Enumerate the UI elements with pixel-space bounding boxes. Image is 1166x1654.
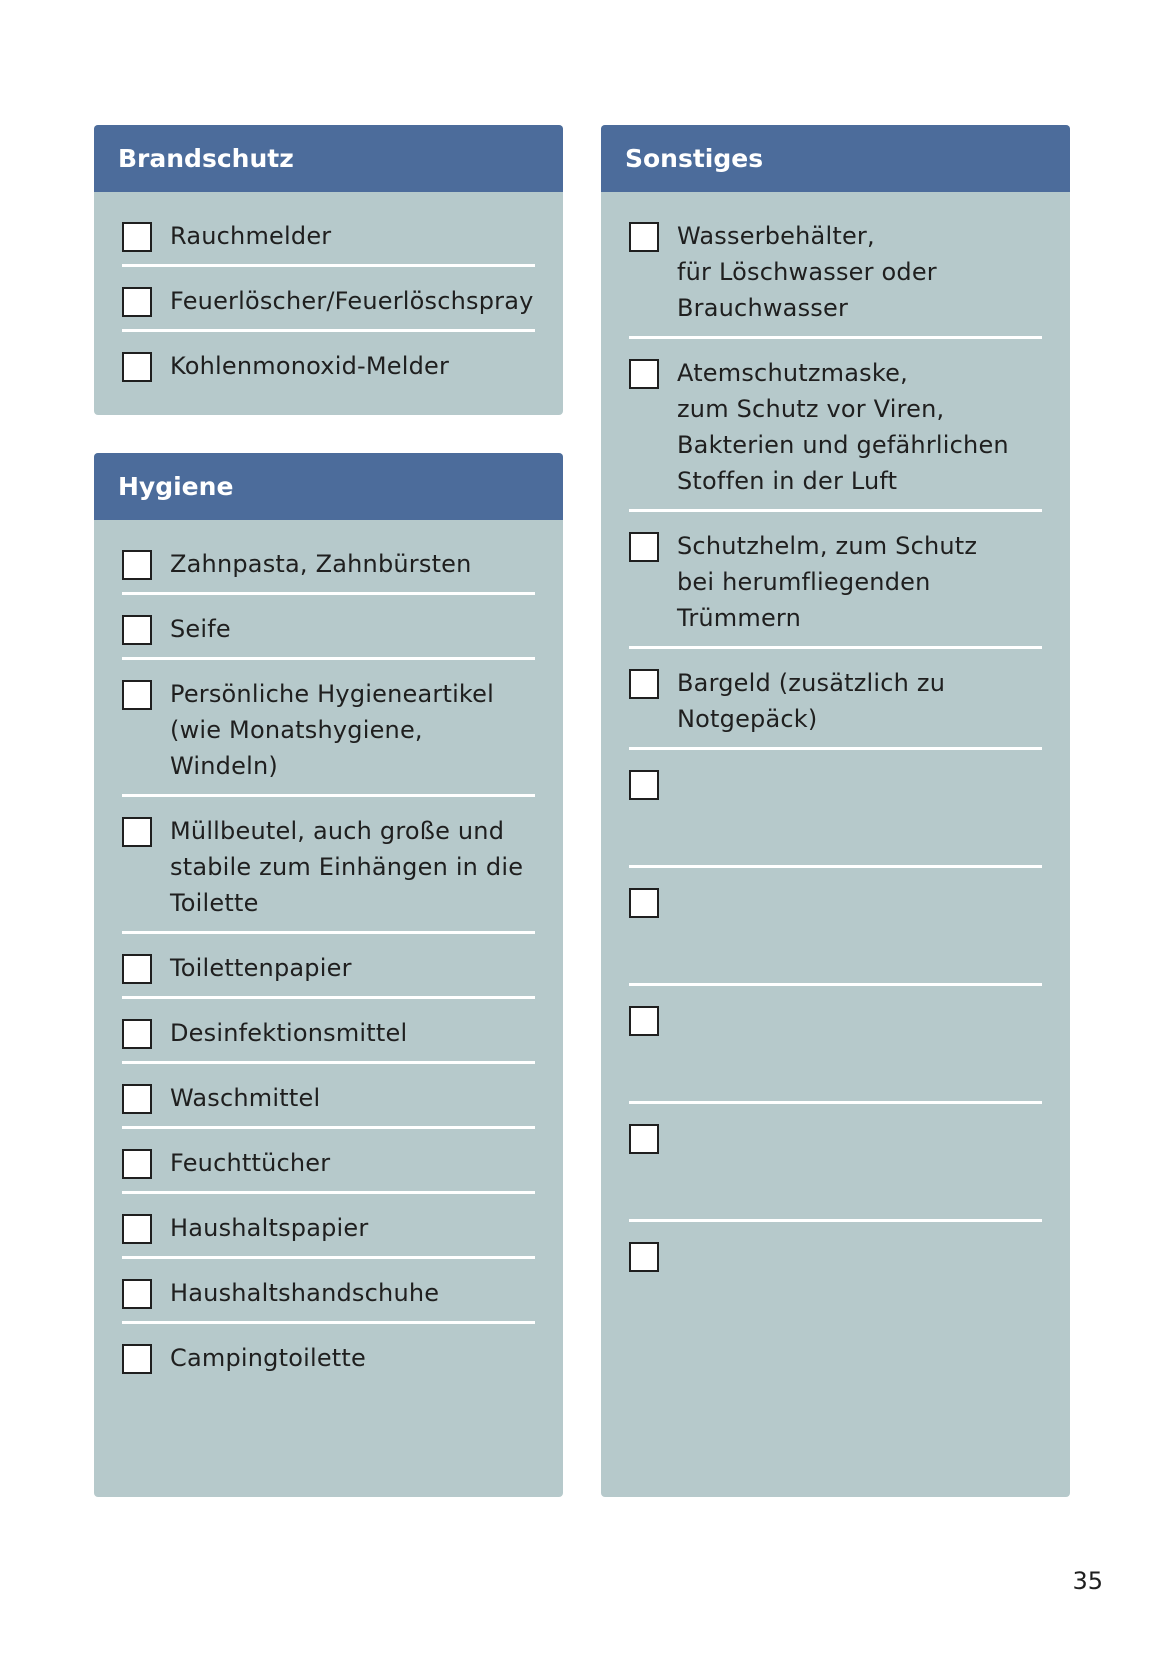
list-item[interactable] (629, 216, 1042, 339)
list-item[interactable] (122, 674, 535, 797)
checkbox[interactable] (122, 1279, 152, 1309)
checklist (94, 192, 563, 394)
list-item[interactable] (122, 1208, 535, 1259)
list-item[interactable] (122, 609, 535, 660)
checkbox[interactable] (122, 352, 152, 382)
item-label: Schutzhelm, zum Schutz bei herumfliegenden Trümmern (677, 532, 978, 632)
item-label: Haushaltspapier (170, 1214, 369, 1242)
list-item[interactable] (122, 1013, 535, 1064)
checkbox[interactable] (122, 680, 152, 710)
list-item[interactable] (122, 1143, 535, 1194)
panel-title: Sonstiges (601, 125, 1070, 192)
item-label: Bargeld (zusätzlich zu Notgepäck) (677, 669, 946, 733)
item-label: Kohlenmonoxid-Melder (170, 352, 450, 380)
item-label: Rauchmelder (170, 222, 332, 250)
item-label: Toilettenpapier (170, 954, 352, 982)
checkbox[interactable] (122, 1214, 152, 1244)
page-number: 35 (1072, 1567, 1103, 1595)
checkbox[interactable] (629, 222, 659, 252)
checklist (94, 520, 563, 1386)
item-label: Feuchttücher (170, 1149, 331, 1177)
checkbox[interactable] (629, 669, 659, 699)
item-label: Feuerlöscher/Feuerlöschspray (170, 287, 534, 315)
checkbox[interactable] (122, 222, 152, 252)
checkbox[interactable] (122, 615, 152, 645)
list-item[interactable] (629, 663, 1042, 750)
item-label: Wasserbehälter, für Löschwasser oder Brauchwasser (677, 222, 937, 322)
list-item[interactable] (122, 1338, 535, 1386)
list-item-blank[interactable] (629, 1000, 1042, 1104)
checkbox[interactable] (122, 954, 152, 984)
item-label: Persönliche Hygieneartikel (wie Monatshygiene, Windeln) (170, 680, 495, 780)
list-item[interactable] (122, 544, 535, 595)
item-label: Haushaltshandschuhe (170, 1279, 440, 1307)
checkbox[interactable] (629, 1124, 659, 1154)
list-item[interactable] (122, 811, 535, 934)
panel-brandschutz (94, 125, 563, 415)
checkbox[interactable] (629, 1006, 659, 1036)
list-item[interactable] (629, 526, 1042, 649)
checkbox[interactable] (122, 550, 152, 580)
checkbox[interactable] (122, 1149, 152, 1179)
list-item-blank[interactable] (629, 1118, 1042, 1222)
list-item-blank[interactable] (629, 1236, 1042, 1340)
checkbox[interactable] (122, 1344, 152, 1374)
list-item[interactable] (629, 353, 1042, 512)
panel-hygiene (94, 453, 563, 1497)
item-label: Waschmittel (170, 1084, 321, 1112)
checkbox[interactable] (629, 359, 659, 389)
panel-sonstiges (601, 125, 1070, 1497)
checkbox[interactable] (629, 770, 659, 800)
checkbox[interactable] (122, 817, 152, 847)
item-label: Desinfektionsmittel (170, 1019, 408, 1047)
checkbox[interactable] (629, 532, 659, 562)
checkbox[interactable] (122, 287, 152, 317)
list-item[interactable] (122, 281, 535, 332)
checklist (601, 192, 1070, 1340)
panel-title: Brandschutz (94, 125, 563, 192)
list-item-blank[interactable] (629, 764, 1042, 868)
item-label: Zahnpasta, Zahnbürsten (170, 550, 472, 578)
checkbox[interactable] (122, 1084, 152, 1114)
item-label: Campingtoilette (170, 1344, 366, 1372)
checkbox[interactable] (629, 888, 659, 918)
checkbox[interactable] (122, 1019, 152, 1049)
panel-title: Hygiene (94, 453, 563, 520)
item-label: Seife (170, 615, 231, 643)
list-item[interactable] (122, 346, 535, 394)
list-item[interactable] (122, 1273, 535, 1324)
list-item-blank[interactable] (629, 882, 1042, 986)
checkbox[interactable] (629, 1242, 659, 1272)
item-label: Atemschutzmaske, zum Schutz vor Viren, Bakterien und gefährlichen Stoffen in der Luft (677, 359, 1009, 495)
list-item[interactable] (122, 216, 535, 267)
item-label: Müllbeutel, auch große und stabile zum Einhängen in die Toilette (170, 817, 524, 917)
list-item[interactable] (122, 1078, 535, 1129)
list-item[interactable] (122, 948, 535, 999)
